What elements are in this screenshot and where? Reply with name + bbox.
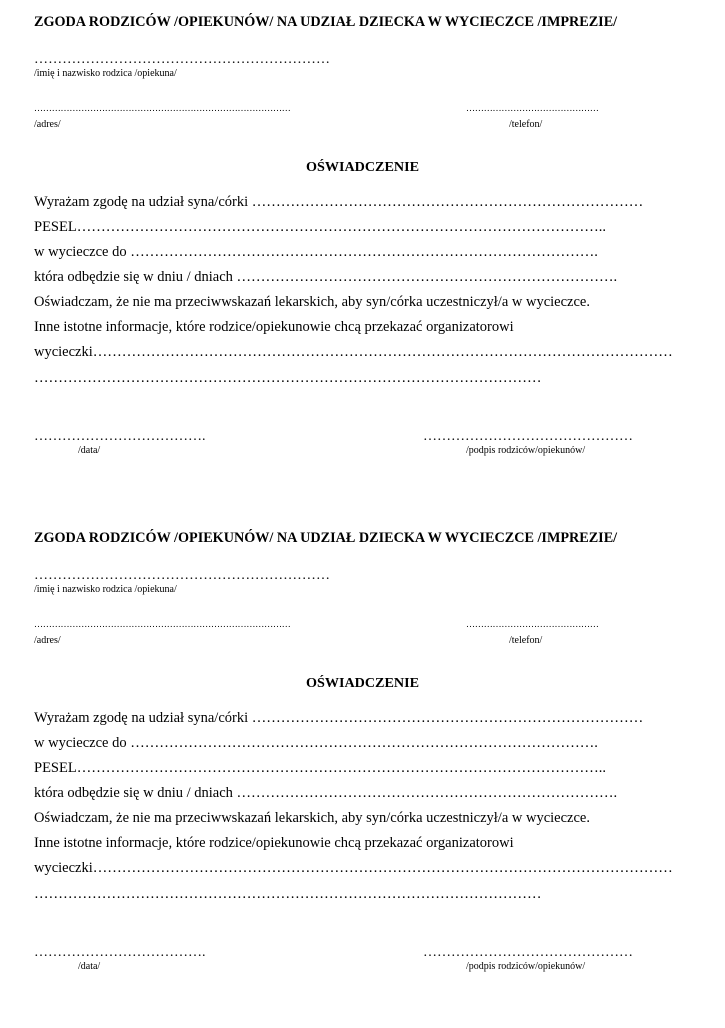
statement-line[interactable]: która odbędzie się w dniu / dniach ……………………………………………………………………. bbox=[34, 785, 618, 801]
date-caption: /data/ bbox=[78, 445, 101, 456]
statement-line: Inne istotne informacje, które rodzice/opiekunowie chcą przekazać organizatorowi bbox=[34, 835, 514, 851]
statement-line[interactable]: wycieczki………………………………………………………………………………………………………… bbox=[34, 344, 673, 360]
parent-name-caption: /imię i nazwisko rodzica /opiekuna/ bbox=[34, 68, 177, 79]
parent-name-caption: /imię i nazwisko rodzica /opiekuna/ bbox=[34, 584, 177, 595]
phone-caption: /telefon/ bbox=[509, 635, 543, 646]
address-field[interactable]: …………………………………………………………………………… bbox=[34, 103, 291, 113]
form-title: ZGODA RODZICÓW /OPIEKUNÓW/ NA UDZIAŁ DZIECKA W WYCIECZCE /IMPREZIE/ bbox=[34, 14, 618, 30]
statement-line[interactable]: …………………………………………………………………………………………… bbox=[34, 886, 542, 902]
date-caption: /data/ bbox=[78, 961, 101, 972]
date-field[interactable]: ………………………………. bbox=[34, 945, 206, 960]
statement-line[interactable]: PESEL……………………………………………………………………………………………….. bbox=[34, 760, 606, 776]
statement-heading: OŚWIADCZENIE bbox=[305, 675, 420, 691]
statement-line[interactable]: PESEL……………………………………………………………………………………………….. bbox=[34, 219, 606, 235]
statement-line: Oświadczam, że nie ma przeciwwskazań lekarskich, aby syn/córka uczestniczył/a w wycieczce. bbox=[34, 810, 590, 826]
statement-line: Inne istotne informacje, które rodzice/opiekunowie chcą przekazać organizatorowi bbox=[34, 319, 514, 335]
signature-field[interactable]: ……………………………………… bbox=[423, 945, 633, 960]
signature-caption: /podpis rodziców/opiekunów/ bbox=[466, 961, 586, 972]
statement-line[interactable]: Wyrażam zgodę na udział syna/córki ……………………………………………………………………… bbox=[34, 710, 644, 726]
statement-line[interactable]: …………………………………………………………………………………………… bbox=[34, 370, 542, 386]
phone-field[interactable]: ……………………………………… bbox=[466, 103, 599, 113]
signature-caption: /podpis rodziców/opiekunów/ bbox=[466, 445, 586, 456]
parent-name-field[interactable]: ……………………………………………………… bbox=[34, 568, 331, 583]
parent-name-field[interactable]: ……………………………………………………… bbox=[34, 52, 331, 67]
address-caption: /adres/ bbox=[34, 119, 61, 130]
statement-line[interactable]: która odbędzie się w dniu / dniach ……………………………………………………………………. bbox=[34, 269, 618, 285]
statement-line[interactable]: w wycieczce do ……………………………………………………………………………………. bbox=[34, 735, 598, 751]
address-caption: /adres/ bbox=[34, 635, 61, 646]
consent-form bbox=[0, 0, 725, 512]
phone-field[interactable]: ……………………………………… bbox=[466, 619, 599, 629]
consent-form bbox=[0, 516, 725, 1028]
address-field[interactable]: …………………………………………………………………………… bbox=[34, 619, 291, 629]
form-title: ZGODA RODZICÓW /OPIEKUNÓW/ NA UDZIAŁ DZIECKA W WYCIECZCE /IMPREZIE/ bbox=[34, 530, 618, 546]
statement-line: Oświadczam, że nie ma przeciwwskazań lekarskich, aby syn/córka uczestniczył/a w wycieczce. bbox=[34, 294, 590, 310]
signature-field[interactable]: ……………………………………… bbox=[423, 429, 633, 444]
statement-line[interactable]: Wyrażam zgodę na udział syna/córki ……………………………………………………………………… bbox=[34, 194, 644, 210]
statement-heading: OŚWIADCZENIE bbox=[305, 159, 420, 175]
statement-line[interactable]: wycieczki………………………………………………………………………………………………………… bbox=[34, 860, 673, 876]
phone-caption: /telefon/ bbox=[509, 119, 543, 130]
date-field[interactable]: ………………………………. bbox=[34, 429, 206, 444]
statement-line[interactable]: w wycieczce do ……………………………………………………………………………………. bbox=[34, 244, 598, 260]
